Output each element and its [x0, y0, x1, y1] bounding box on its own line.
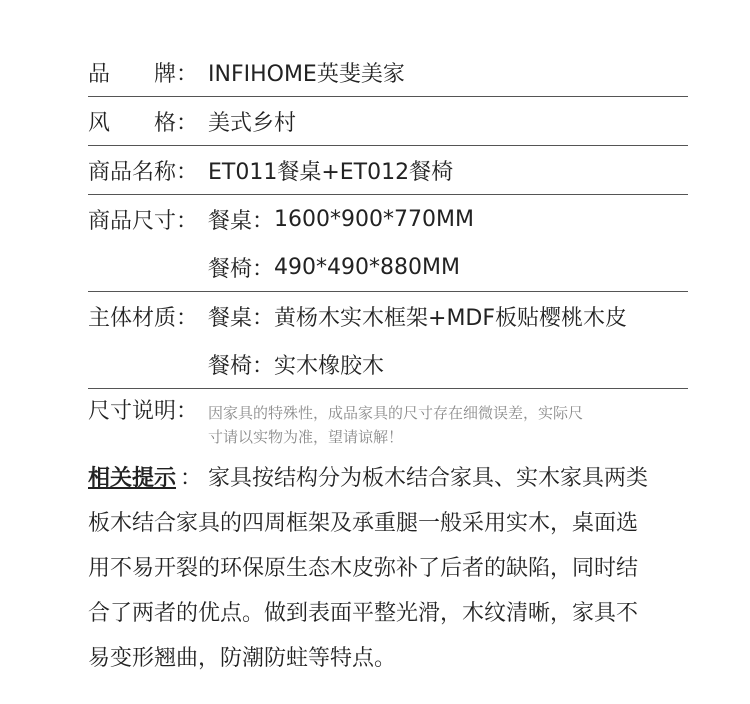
- spec-value-brand: INFIHOME英斐美家: [208, 61, 405, 87]
- spec-table: [88, 48, 688, 463]
- description-text-1: 家具按结构分为板木结合家具、实木家具两类: [208, 466, 649, 491]
- description: [88, 456, 713, 681]
- description-colon: ：: [180, 466, 203, 491]
- description-line-2: 板木结合家具的四周框架及承重腿一般采用实木，桌面选: [88, 511, 639, 536]
- note-line-2: 寸请以实物为准，望请谅解！: [208, 428, 404, 446]
- spec-row-name: [88, 146, 688, 195]
- material-chair-value: 实木橡胶木: [274, 353, 385, 379]
- spec-label-note: 尺寸说明：: [88, 399, 199, 424]
- spec-label-style: 风 格：: [88, 110, 199, 136]
- spec-row-note: [88, 389, 688, 463]
- material-table-value: 黄杨木实木框架+MDF板贴樱桃木皮: [274, 305, 628, 331]
- description-line-4: 合了两者的优点。做到表面平整光滑，木纹清晰，家具不: [88, 601, 639, 626]
- spec-row-material: [88, 292, 688, 389]
- note-text: [208, 399, 688, 449]
- description-line-1: [88, 456, 713, 501]
- material-table-label: 餐桌：: [208, 305, 275, 331]
- spec-label-name: 商品名称：: [88, 159, 199, 185]
- description-heading: 相关提示: [88, 466, 177, 491]
- size-chair-label: 餐椅：: [208, 256, 275, 282]
- spec-value-name: ET011餐桌+ET012餐椅: [208, 159, 454, 185]
- spec-label-brand: 品 牌：: [88, 61, 199, 87]
- size-chair-value: 490*490*880MM: [274, 254, 460, 280]
- size-table-label: 餐桌：: [208, 208, 275, 234]
- spec-label-material: 主体材质：: [88, 305, 199, 331]
- spec-label-size: 商品尺寸：: [88, 208, 199, 234]
- note-line-1: 因家具的特殊性，成品家具的尺寸存在细微误差，实际尺: [208, 404, 584, 422]
- material-chair-label: 餐椅：: [208, 353, 275, 379]
- description-line-3: 用不易开裂的环保原生态木皮弥补了后者的缺陷，同时结: [88, 556, 639, 581]
- spec-row-style: [88, 97, 688, 146]
- spec-row-size: [88, 195, 688, 292]
- description-line-5: 易变形翘曲，防潮防蛀等特点。: [88, 646, 397, 671]
- size-table-value: 1600*900*770MM: [274, 206, 474, 232]
- spec-row-brand: [88, 48, 688, 97]
- spec-value-style: 美式乡村: [208, 110, 297, 136]
